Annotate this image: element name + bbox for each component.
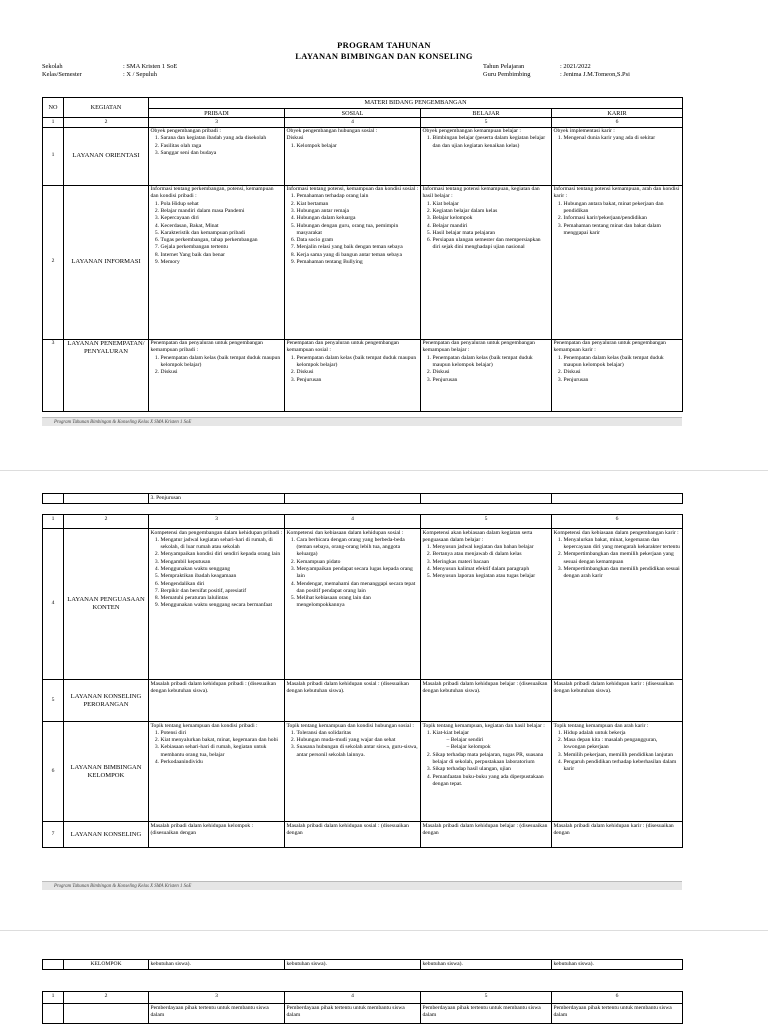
cell-karir: Pemberdayaan pihak tertentu untuk membantu siswa dalam xyxy=(552,1004,683,1024)
list-item: 1. Mengenal dunia karir yang ada di sekitar xyxy=(564,135,681,142)
header-no: NO xyxy=(43,98,64,118)
row-number: 3 xyxy=(43,339,64,411)
table-row xyxy=(43,680,683,722)
column-number: 1 xyxy=(43,118,64,127)
column-number: 2 xyxy=(64,118,149,127)
list-item: 1. Cara berbicara dengan orang yang berbeda-beda (teman sebaya, orang-orang lebih tua, anggota keluarga) xyxy=(297,537,419,559)
page-footer: Program Tahunan Bimbingan & Konseling Kelas X SMA Kristen 1 SoE xyxy=(42,417,682,426)
list-item-text: Kiat-kiat belajar xyxy=(432,729,469,736)
cell-belajar xyxy=(421,185,552,339)
list-item: 1. Menyalurkan bakat, minat, kegemaran dan kepercayaan diri yang mengarah kekarakter tertentu xyxy=(564,537,681,552)
list-item: 5. Hubungan dengan guru, orang tua, pemimpin masyarakat xyxy=(297,223,419,238)
table-row xyxy=(43,185,683,339)
list-item: 2. Sikap terhadap mata pelajaran, tugas PR, suasana belajar di sekolah, perpustakaan laboratorium xyxy=(433,752,550,767)
carry-over-row-kelompok xyxy=(42,959,683,970)
list-item: 1. Toleransi dan solidaritas xyxy=(297,730,419,737)
list-item: 3. Mempertimbangkan dan memilih pendidikan sesuai dengan arah karir xyxy=(564,566,681,581)
column-number: 5 xyxy=(421,992,552,1004)
cell-belajar: kebutuhan siswa). xyxy=(421,960,552,970)
row-number: 5 xyxy=(43,680,64,722)
cell-pribadi xyxy=(149,339,285,411)
sekolah-value: : SMA Kristen 1 SoE xyxy=(123,63,178,70)
cell-intro: Informasi tentang potensi kemampuan, kegiatan dan hasil belajar : xyxy=(422,186,540,200)
cell-intro: Penempatan dan penyaluran untuk pengembangan kemampuan pribadi : xyxy=(150,340,263,354)
list-item: 1. Kelompok belajar xyxy=(297,143,419,150)
column-number: 4 xyxy=(285,118,421,127)
kegiatan-penguasaan-konten: LAYANAN PENGUASAAN KONTEN xyxy=(64,529,149,680)
list-item: 7. Berpikir dan bersifat positif, apresiatif xyxy=(161,588,283,595)
cell-belajar xyxy=(421,339,552,411)
table-row xyxy=(43,339,683,411)
cell-intro: Obyek pengembangan hubungan sosial : xyxy=(286,128,378,135)
list-item: 3. Belajar kelompok xyxy=(433,215,550,222)
column-number: 3 xyxy=(149,992,285,1004)
cell-karir xyxy=(552,722,683,822)
header-kegiatan: KEGIATAN xyxy=(64,98,149,118)
empty-cell xyxy=(285,494,421,504)
empty-cell xyxy=(43,494,64,504)
cell-sosial xyxy=(285,722,421,822)
cell-intro: Obyek implementasi karir : xyxy=(553,128,615,135)
cell-intro: Penempatan dan penyaluran untuk pengembangan kemampuan belajar : xyxy=(422,340,535,354)
list-item: 1. Pola Hidup sehat xyxy=(161,201,283,208)
column-number: 6 xyxy=(552,992,683,1004)
program-table-page2 xyxy=(42,514,683,848)
row-number: 7 xyxy=(43,822,64,848)
list-item: 1. Penempatan dalam kelas (baik tempat duduk maupun kelompok belajar) xyxy=(161,355,283,370)
empty-cell xyxy=(64,494,149,504)
list-item: 1. Penempatan dalam kelas (baik tempat duduk maupun kelompok belajar) xyxy=(564,355,681,370)
kegiatan-kelompok: KELOMPOK xyxy=(64,960,149,970)
cell-text: Diskusi xyxy=(286,135,304,142)
list-item: 3. Meringkas materi bacaan xyxy=(433,559,550,566)
header-karir: KARIR xyxy=(552,109,683,118)
list-item: 7. Gejala perkembangan tertentu xyxy=(161,244,283,251)
kegiatan-konseling-kelompok: LAYANAN KONSELING xyxy=(64,822,149,848)
list-item: 2. Diskusi xyxy=(433,369,550,376)
empty-cell xyxy=(64,1004,149,1024)
list-item: 2. Fasilitas olah raga xyxy=(161,143,283,150)
cell-intro: Kompetensi dan kebiasaan dalam kehidupan sosial : xyxy=(286,529,404,536)
kegiatan-penempatan: LAYANAN PENEMPATAN/ PENYALURAN xyxy=(64,339,149,411)
header-pribadi: PRIBADI xyxy=(149,109,285,118)
list-item: 7. Menjalin relasi yang baik dengan teman sebaya xyxy=(297,244,419,251)
table-row xyxy=(43,529,683,680)
list-item: 2. Hubungan muda-mudi yang wajar dan sehat xyxy=(297,737,419,744)
kelas-label: Kelas/Semester xyxy=(42,71,82,78)
table-row xyxy=(43,722,683,822)
list-item: 2. Diskusi xyxy=(161,369,283,376)
cell-intro: Informasi tentang potensi kemampuan, arah dan kondisi karir : xyxy=(553,186,680,200)
column-number: 3 xyxy=(149,515,285,529)
list-item: 1. Sarana dan kegiatan ibadah yang ada disekolah xyxy=(161,135,283,142)
list-item: 6. Mengendalikan diri xyxy=(161,581,283,588)
header-belajar: BELAJAR xyxy=(421,109,552,118)
list-item: 4. Kecerdasan, Bakat, Minat xyxy=(161,223,283,230)
list-item: 3. Memilih pekerjaan, memilih pendidikan lanjutan xyxy=(564,752,681,759)
cell-pribadi xyxy=(149,529,285,680)
list-item: 3. Hubungan antar remaja xyxy=(297,208,419,215)
list-item: 2. Masa depan kita : masalah pengangguran, lowongan pekerjaan xyxy=(564,737,681,752)
list-item: 2. Belajar mandiri dalam masa Pandemi xyxy=(161,208,283,215)
kegiatan-konseling-perorangan: LAYANAN KONSELING PERORANGAN xyxy=(64,680,149,722)
list-item: 8. Mematuhi peraturan lalulintas xyxy=(161,595,283,602)
list-item: 3. Kebiasaan sehari-hari di rumah, kegiatan untuk membantu orang tua, belajar xyxy=(161,744,283,759)
column-number: 4 xyxy=(285,992,421,1004)
column-number: 6 xyxy=(552,515,683,529)
list-item: 2. Informasi karir/pekerjaan/pendidikan xyxy=(564,215,681,222)
column-number: 6 xyxy=(552,118,683,127)
tahun-value: : 2021/2022 xyxy=(560,63,591,70)
header-materi: MATERI BIDANG PENGEMBANGAN xyxy=(149,98,683,109)
list-item: 5. Melihat kebiasaan orang lain dan mengelompokkannya xyxy=(297,595,419,610)
list-item: 3. Penjurusan xyxy=(564,377,681,384)
cell-intro: Kompetensi dan pengembangan dalam kehidupan pribadi : xyxy=(150,529,283,536)
empty-cell xyxy=(552,494,683,504)
list-item: 2. Menyampaikan kondisi diri sendiri kepada orang lain xyxy=(161,551,283,558)
page-subtitle: LAYANAN BIMBINGAN DAN KONSELING xyxy=(295,51,473,61)
cell-sosial xyxy=(285,529,421,680)
carry-text: 3. Penjurusan xyxy=(149,494,285,504)
cell-karir: Masalah pribadi dalam kehidupan karir : (disesuaikan dengan xyxy=(552,822,683,848)
page-separator xyxy=(0,930,768,931)
list-item: 3. Sikap terhadap hasil ulangan, ujian xyxy=(433,766,550,773)
list-item: 1. Menyusun jadwal kegiatan dan bahan belajar xyxy=(433,544,550,551)
carry-over-row xyxy=(42,493,683,504)
list-item: 1. Kiat belajar xyxy=(433,201,550,208)
row-number: 6 xyxy=(43,722,64,822)
list-item: 4. Pengaruh pendidikan terhadap keberhasilan dalam karir xyxy=(564,759,681,774)
cell-sosial xyxy=(285,127,421,185)
list-item: 8. Kerja sama yang di bangun antar teman sebaya xyxy=(297,252,419,259)
sub-list-item: – Belajar kelompok xyxy=(447,744,550,751)
list-item: 1. Pemahaman terhadap orang lain xyxy=(297,193,419,200)
list-item: 2. Kiat menyalurkan bakat, minat, kegemaran dan hobi xyxy=(161,737,283,744)
cell-pribadi xyxy=(149,722,285,822)
cell-intro: Informasi tentang potensi, kemampuan dan kondisi sosial : xyxy=(286,186,419,193)
list-item: 1. Potensi diri xyxy=(161,730,283,737)
header-sosial: SOSIAL xyxy=(285,109,421,118)
list-item: 2. Kiat bertaman xyxy=(297,201,419,208)
list-item: 3. Menyampaikan pendapat secara lugas kepada orang lain xyxy=(297,566,419,581)
cell-pribadi xyxy=(149,127,285,185)
sub-list-item: – Belajar sendiri xyxy=(447,737,550,744)
column-number: 5 xyxy=(421,515,552,529)
kelas-value: : X / Sepuluh xyxy=(123,71,157,78)
cell-intro: Topik tentang kemampuan dan kondisi hubungan sosial : xyxy=(286,722,414,729)
page-footer: Program Tahunan Bimbingan & Konseling Kelas X SMA Kristen 1 SoE xyxy=(42,881,682,890)
list-item: 2. Kemampuan pidato xyxy=(297,559,419,566)
table-row xyxy=(43,127,683,185)
list-item: 2. Mempertimbangkan dan memilih pekerjaan yang sesuai dengan kemampuan xyxy=(564,551,681,566)
list-item: 9. Pemahaman tentang Bullying xyxy=(297,259,419,266)
cell-karir xyxy=(552,185,683,339)
list-item: 6. Persiapan ulangan semester dan mempersiapkan diri sejak dini menghadapi ujian nasional xyxy=(433,237,550,252)
cell-sosial xyxy=(285,185,421,339)
list-item: 3. Pemahaman tentang minat dan bakat dalam menggapai karir xyxy=(564,223,681,238)
table-row xyxy=(43,1004,683,1024)
empty-cell xyxy=(43,960,64,970)
list-item: 3. Kepercayaan diri xyxy=(161,215,283,222)
list-item: 5. Karakteristik dan kemampuan pribadi xyxy=(161,230,283,237)
list-item: 9. Memory xyxy=(161,259,283,266)
cell-intro: Penempatan dan penyaluran untuk pengembangan kemampuan sosial : xyxy=(286,340,399,354)
cell-sosial: kebutuhan siswa). xyxy=(285,960,421,970)
list-item: 2. Bertanya atau menjawab di dalam kelas xyxy=(433,551,550,558)
list-item: 4. Perkodaanindividu xyxy=(161,759,283,766)
cell-intro: Topik tentang kemampuan dan arah karir : xyxy=(553,722,649,729)
cell-pribadi: Masalah pribadi dalam kehidupan kelompok : (disesuaikan dengan xyxy=(149,822,285,848)
list-item: 1. Hidup adalah untuk bekerja xyxy=(564,730,681,737)
list-item: 2. Diskusi xyxy=(564,369,681,376)
column-number: 2 xyxy=(64,515,149,529)
list-item: 6. Tugas perkembangan, tahap perkembangan xyxy=(161,237,283,244)
list-item: 4. Hubungan dalam keluarga xyxy=(297,215,419,222)
cell-pribadi xyxy=(149,185,285,339)
cell-karir: kebutuhan siswa). xyxy=(552,960,683,970)
list-item: 3. Suasana hubungan di sekolah antar siswa, guru-siswa, antar personil sekolah lainnya. xyxy=(297,744,419,759)
column-number: 1 xyxy=(43,992,64,1004)
cell-intro: Informasi tentang perkembangan, potensi, kemampuan dan kondisi pribadi : xyxy=(150,186,274,200)
empty-cell xyxy=(43,1004,64,1024)
column-number: 4 xyxy=(285,515,421,529)
row-number: 1 xyxy=(43,127,64,185)
list-item: 3. Mengambil keputusan xyxy=(161,559,283,566)
cell-intro: Obyek pengembangan pribadi : xyxy=(150,128,221,135)
guru-value: : Jenima J.M.Tomeon,S.Psi xyxy=(560,71,630,78)
cell-karir: Masalah pribadi dalam kehidupan karir : (disesuaikan dengan kebutuhan siswa). xyxy=(552,680,683,722)
list-item: 3. Penjurusan xyxy=(433,377,550,384)
list-item: 2. Kegiatan belajar dalam kelas xyxy=(433,208,550,215)
list-item: 5. Hasil belajar mata pelajaran xyxy=(433,230,550,237)
cell-sosial: Pemberdayaan pihak tertentu untuk membantu siswa dalam xyxy=(285,1004,421,1024)
cell-intro: Kompetensi akan kebiasaan dalam kegiatan serta penguasaan dalam belajar : xyxy=(422,529,533,543)
list-item: 4. Belajar mandiri xyxy=(433,223,550,230)
cell-belajar: Masalah pribadi dalam kehidupan belajar : (disesuaikan dengan xyxy=(421,822,552,848)
cell-pribadi: kebutuhan siswa). xyxy=(149,960,285,970)
cell-karir xyxy=(552,339,683,411)
list-item: 1. Bimbingan belajar (peserta dalam kegiatan belajar dan dan ujian kegiatan kenaikan kelas) xyxy=(433,135,550,150)
cell-belajar xyxy=(421,529,552,680)
cell-karir xyxy=(552,127,683,185)
column-number: 5 xyxy=(421,118,552,127)
column-number: 2 xyxy=(64,992,149,1004)
list-item: 1. Penempatan dalam kelas (baik tempat duduk maupun kelompok belajar) xyxy=(297,355,419,370)
list-item: 5. Mempraktikan ibadah keagamaan xyxy=(161,573,283,580)
list-item: 2. Diskusi xyxy=(297,369,419,376)
kegiatan-bimbingan-kelompok: LAYANAN BIMBINGAN KELOMPOK xyxy=(64,722,149,822)
list-item: 4. Menyusun kalimat efektif dalam paragraph xyxy=(433,566,550,573)
tahun-label: Tahun Pelajaran xyxy=(483,63,525,70)
cell-intro: Kompetensi dan kebiasaan dalam pengembangan karir : xyxy=(553,529,679,536)
program-table-page1 xyxy=(42,97,683,412)
program-table-page3 xyxy=(42,991,683,1024)
cell-belajar xyxy=(421,127,552,185)
list-item xyxy=(433,730,550,752)
list-item: 1. Mengatur jadwal kegiatan sehari-hari di rumah, di sekolah, di luar rumah atau sekolah xyxy=(161,537,283,552)
list-item: 9. Menggunakan waktu senggang secara bermanfaat xyxy=(161,602,283,609)
page-separator xyxy=(0,470,768,471)
cell-pribadi: Pemberdayaan pihak tertentu untuk membantu siswa dalam xyxy=(149,1004,285,1024)
cell-sosial: Masalah pribadi dalam kehidupan sosial : (disesuaikan dengan xyxy=(285,822,421,848)
column-number: 3 xyxy=(149,118,285,127)
sekolah-label: Sekolah xyxy=(42,63,63,70)
guru-label: Guru Pembimbing xyxy=(483,71,531,78)
cell-intro: Penempatan dan penyaluran untuk pengembangan kemampuan karir : xyxy=(553,340,666,354)
table-row xyxy=(43,822,683,848)
cell-intro: Obyek pengembangan kemampuan belajar : xyxy=(422,128,521,135)
cell-intro: Topik tentang kemampuan dan kondisi pribadi : xyxy=(150,722,258,729)
kegiatan-informasi: LAYANAN INFORMASI xyxy=(64,185,149,339)
list-item: 4. Mendengar, memahami dan menanggapi secara tepat dan positif pendapat orang lain xyxy=(297,581,419,596)
cell-sosial xyxy=(285,339,421,411)
list-item: 8. Internet Yang baik dan benar xyxy=(161,252,283,259)
cell-karir xyxy=(552,529,683,680)
cell-belajar: Masalah pribadi dalam kehidupan belajar : (disesuaikan dengan kebutuhan siswa). xyxy=(421,680,552,722)
cell-pribadi: Masalah pribadi dalam kehidupan pribadi : (disesuaikan dengan kebutuhan siswa). xyxy=(149,680,285,722)
cell-intro: Topik tentang kemampuan, kegiatan dan hasil belajar : xyxy=(422,722,545,729)
column-number: 1 xyxy=(43,515,64,529)
list-item: 3. Penjurusan xyxy=(297,377,419,384)
cell-belajar: Pemberdayaan pihak tertentu untuk membantu siswa dalam xyxy=(421,1004,552,1024)
list-item: 4. Menggunakan waktu senggang xyxy=(161,566,283,573)
list-item: 1. Penempatan dalam kelas (baik tempat duduk maupun kelompok belajar) xyxy=(433,355,550,370)
list-item: 6. Data socio gram xyxy=(297,237,419,244)
list-item: 1. Hubungan antara bakat, minat pekerjaan dan pendidikan xyxy=(564,201,681,216)
kegiatan-orientasi: LAYANAN ORIENTASI xyxy=(64,127,149,185)
page-title: PROGRAM TAHUNAN xyxy=(337,40,431,50)
row-number: 4 xyxy=(43,529,64,680)
list-item: 4. Pemanfaatan buku-buku yang ada diperpustakaan dengan tepat. xyxy=(433,774,550,789)
cell-sosial: Masalah pribadi dalam kehidupan sosial : (disesuaikan dengan kebutuhan siswa). xyxy=(285,680,421,722)
cell-belajar xyxy=(421,722,552,822)
empty-cell xyxy=(421,494,552,504)
row-number: 2 xyxy=(43,185,64,339)
list-item: 5. Menyusun laporan kegiatan atau tugas belajar xyxy=(433,573,550,580)
list-item: 3. Sanggar seni dan budaya xyxy=(161,150,283,157)
